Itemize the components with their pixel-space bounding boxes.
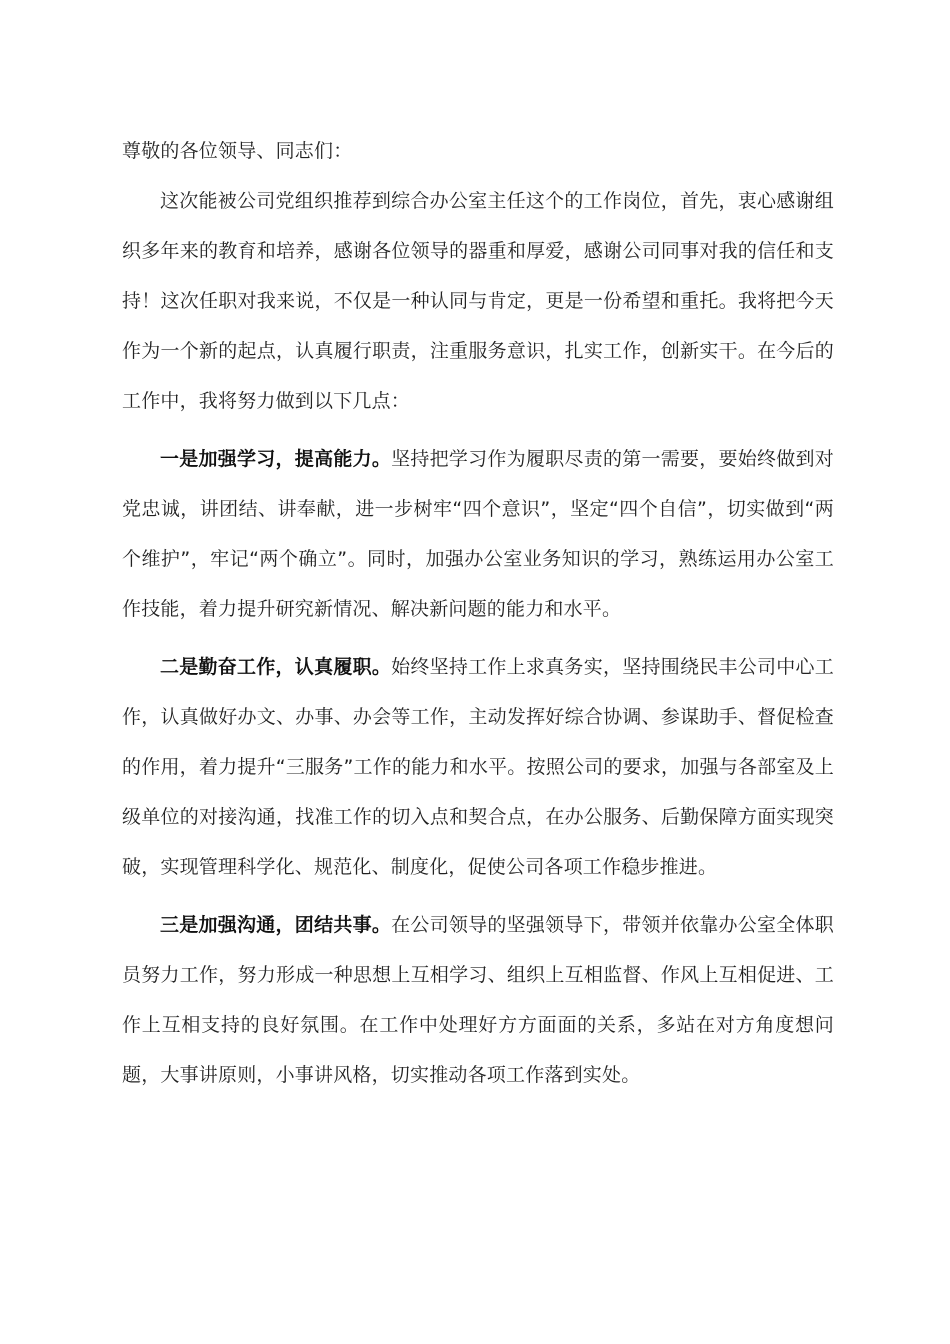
document-page bbox=[122, 126, 834, 1100]
point-3-lead: 三是加强沟通，团结共事。 bbox=[160, 914, 392, 936]
point-3-body: 在公司领导的坚强领导下，带领并依靠办公室全体职员努力工作，努力形成一种思想上互相学习、组织上互相监督、作风上互相促进、工作上互相支持的良好氛围。在工作中处理好方方面面的关系，多站在对方角度想问题，大事讲原则，小事讲风格，切实推动各项工作落到实处。 bbox=[122, 914, 834, 1086]
intro-paragraph: 这次能被公司党组织推荐到综合办公室主任这个的工作岗位，首先，衷心感谢组织多年来的教育和培养，感谢各位领导的器重和厚爱，感谢公司同事对我的信任和支持！这次任职对我来说，不仅是一种认同与肯定，更是一份希望和重托。我将把今天作为一个新的起点，认真履行职责，注重服务意识，扎实工作，创新实干。在今后的工作中，我将努力做到以下几点： bbox=[122, 190, 834, 412]
point-2-paragraph bbox=[122, 642, 834, 892]
salutation: 尊敬的各位领导、同志们： bbox=[122, 140, 353, 162]
point-1-lead: 一是加强学习，提高能力。 bbox=[160, 448, 392, 470]
point-1-paragraph bbox=[122, 434, 834, 634]
point-1-body: 坚持把学习作为履职尽责的第一需要，要始终做到对党忠诚，讲团结、讲奉献，进一步树牢“四个意识”，坚定“四个自信”，切实做到“两个维护”，牢记“两个确立”。同时，加强办公室业务知识的学习，熟练运用办公室工作技能，着力提升研究新情况、解决新问题的能力和水平。 bbox=[122, 448, 834, 620]
point-2-body: 始终坚持工作上求真务实，坚持围绕民丰公司中心工作，认真做好办文、办事、办会等工作，主动发挥好综合协调、参谋助手、督促检查的作用，着力提升“三服务”工作的能力和水平。按照公司的要求，加强与各部室及上级单位的对接沟通，找准工作的切入点和契合点，在办公服务、后勤保障方面实现突破，实现管理科学化、规范化、制度化，促使公司各项工作稳步推进。 bbox=[122, 656, 834, 878]
point-2-lead: 二是勤奋工作，认真履职。 bbox=[160, 656, 392, 678]
point-3-paragraph bbox=[122, 900, 834, 1100]
